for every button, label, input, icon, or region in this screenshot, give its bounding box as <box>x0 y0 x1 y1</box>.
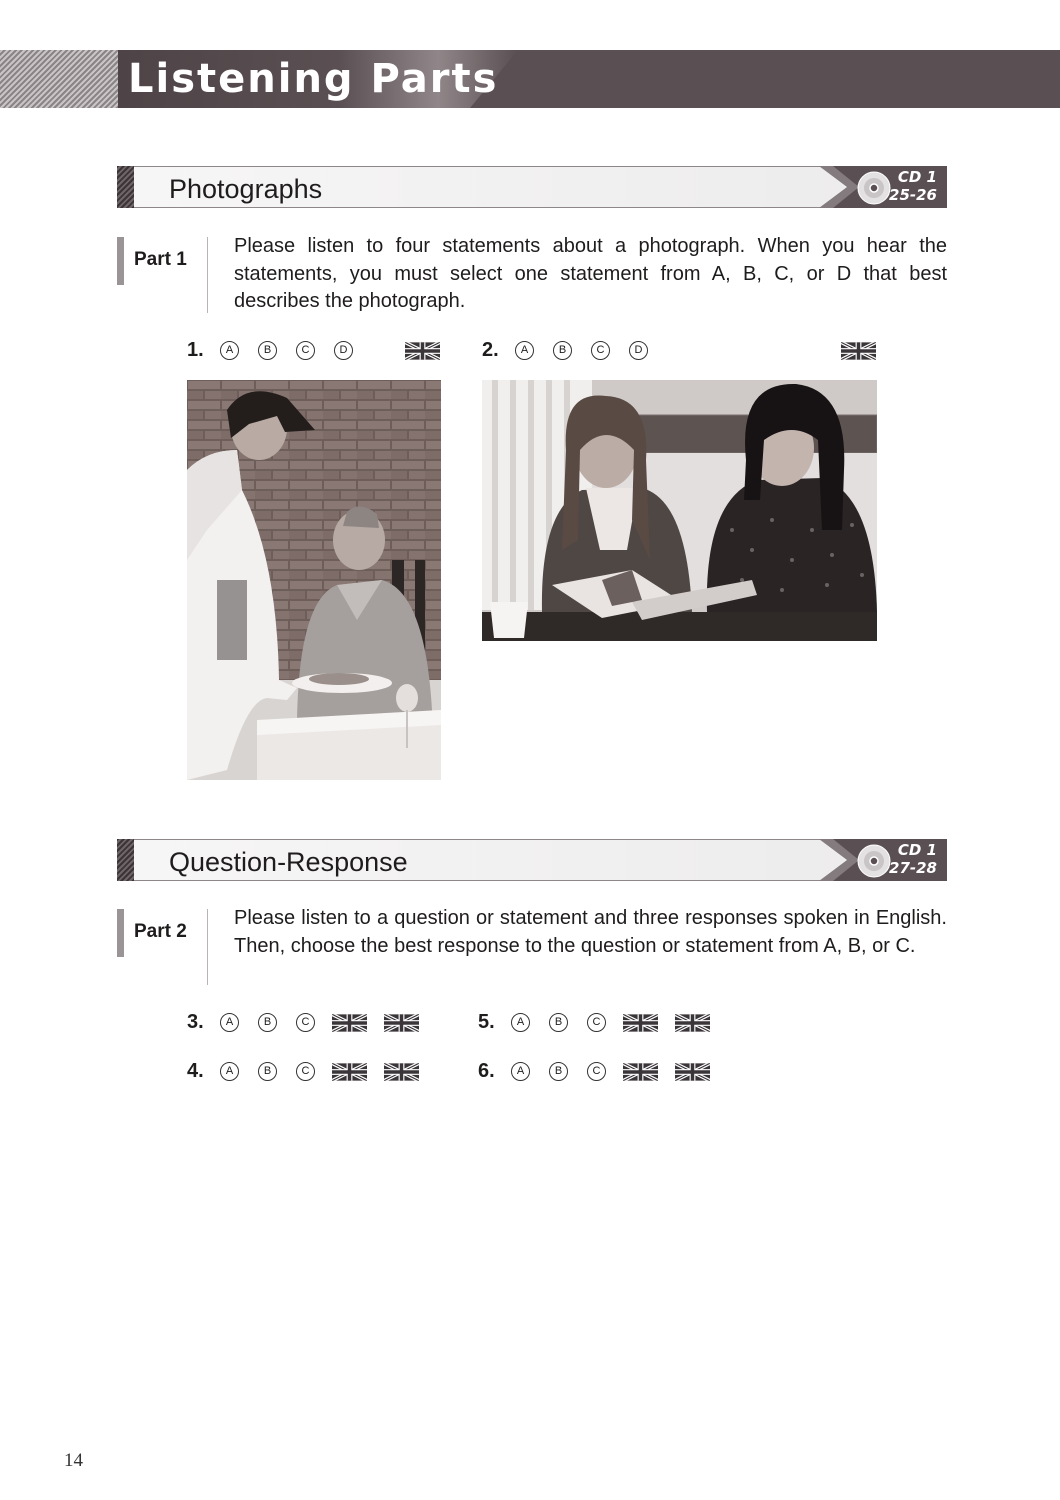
uk-flag-icon <box>405 342 440 360</box>
option-b[interactable]: B <box>258 341 277 360</box>
uk-flag-icon <box>332 1014 367 1032</box>
cd-track-badge <box>819 839 947 881</box>
question-number: 2. <box>482 339 499 361</box>
photo-restaurant-waiter <box>187 380 441 780</box>
title-banner <box>0 50 1060 108</box>
option-d[interactable]: D <box>334 341 353 360</box>
banner-hatch-decoration <box>0 50 118 108</box>
question-number: 1. <box>187 339 204 361</box>
part-2-divider <box>207 909 208 985</box>
uk-flag-icon <box>675 1063 710 1081</box>
page-title: Listening Parts <box>128 56 499 102</box>
section-header-question-response <box>117 839 947 881</box>
option-a[interactable]: A <box>511 1062 530 1081</box>
question-5-row <box>478 1011 718 1035</box>
option-a[interactable]: A <box>220 1062 239 1081</box>
part-2-label: Part 2 <box>134 921 187 942</box>
section-lead-mark <box>117 839 134 881</box>
uk-flag-icon <box>384 1063 419 1081</box>
section-title: Photographs <box>169 174 323 204</box>
part-2-mark <box>117 909 124 957</box>
option-a[interactable]: A <box>220 1013 239 1032</box>
cd-number: CD 1 <box>897 168 937 186</box>
question-number: 4. <box>187 1060 204 1082</box>
option-c[interactable]: C <box>591 341 610 360</box>
cd-track-badge <box>819 166 947 208</box>
cd-disc-icon <box>857 171 891 205</box>
option-b[interactable]: B <box>553 341 572 360</box>
option-a[interactable]: A <box>515 341 534 360</box>
uk-flag-icon <box>675 1014 710 1032</box>
option-b[interactable]: B <box>258 1013 277 1032</box>
part-2-instructions: Please listen to a question or statement and three responses spoken in English. Then, choose the best response to the question or statement from A, B, or C. <box>234 907 947 957</box>
photo-women-reading <box>482 380 877 641</box>
uk-flag-icon <box>384 1014 419 1032</box>
option-b[interactable]: B <box>549 1062 568 1081</box>
uk-flag-icon <box>623 1014 658 1032</box>
option-b[interactable]: B <box>549 1013 568 1032</box>
uk-flag-icon <box>623 1063 658 1081</box>
option-c[interactable]: C <box>296 1062 315 1081</box>
question-number: 3. <box>187 1011 204 1033</box>
uk-flag-icon <box>332 1063 367 1081</box>
cd-disc-icon <box>857 844 891 878</box>
question-number: 5. <box>478 1011 495 1033</box>
option-d[interactable]: D <box>629 341 648 360</box>
cd-track-range: 25-26 <box>889 186 937 204</box>
option-a[interactable]: A <box>511 1013 530 1032</box>
section-lead-mark <box>117 166 134 208</box>
uk-flag-icon <box>841 342 876 360</box>
question-4-row <box>187 1060 427 1084</box>
cd-number: CD 1 <box>897 841 937 859</box>
part-1-divider <box>207 237 208 313</box>
question-number: 6. <box>478 1060 495 1082</box>
question-6-row <box>478 1060 718 1084</box>
option-c[interactable]: C <box>296 341 315 360</box>
part-1-mark <box>117 237 124 285</box>
cd-track-range: 27-28 <box>889 859 937 877</box>
option-c[interactable]: C <box>587 1013 606 1032</box>
page-number: 14 <box>64 1450 83 1471</box>
question-3-row <box>187 1011 427 1035</box>
question-2-row <box>482 339 882 363</box>
question-1-row <box>187 339 447 363</box>
option-b[interactable]: B <box>258 1062 277 1081</box>
section-title: Question-Response <box>169 847 408 877</box>
section-header-photographs <box>117 166 947 208</box>
part-1-label: Part 1 <box>134 249 187 270</box>
option-c[interactable]: C <box>587 1062 606 1081</box>
option-a[interactable]: A <box>220 341 239 360</box>
option-c[interactable]: C <box>296 1013 315 1032</box>
part-1-instructions: Please listen to four statements about a photograph. When you hear the statements, you must select one statement from A, B, C, or D that best describes the photograph. <box>234 235 947 312</box>
